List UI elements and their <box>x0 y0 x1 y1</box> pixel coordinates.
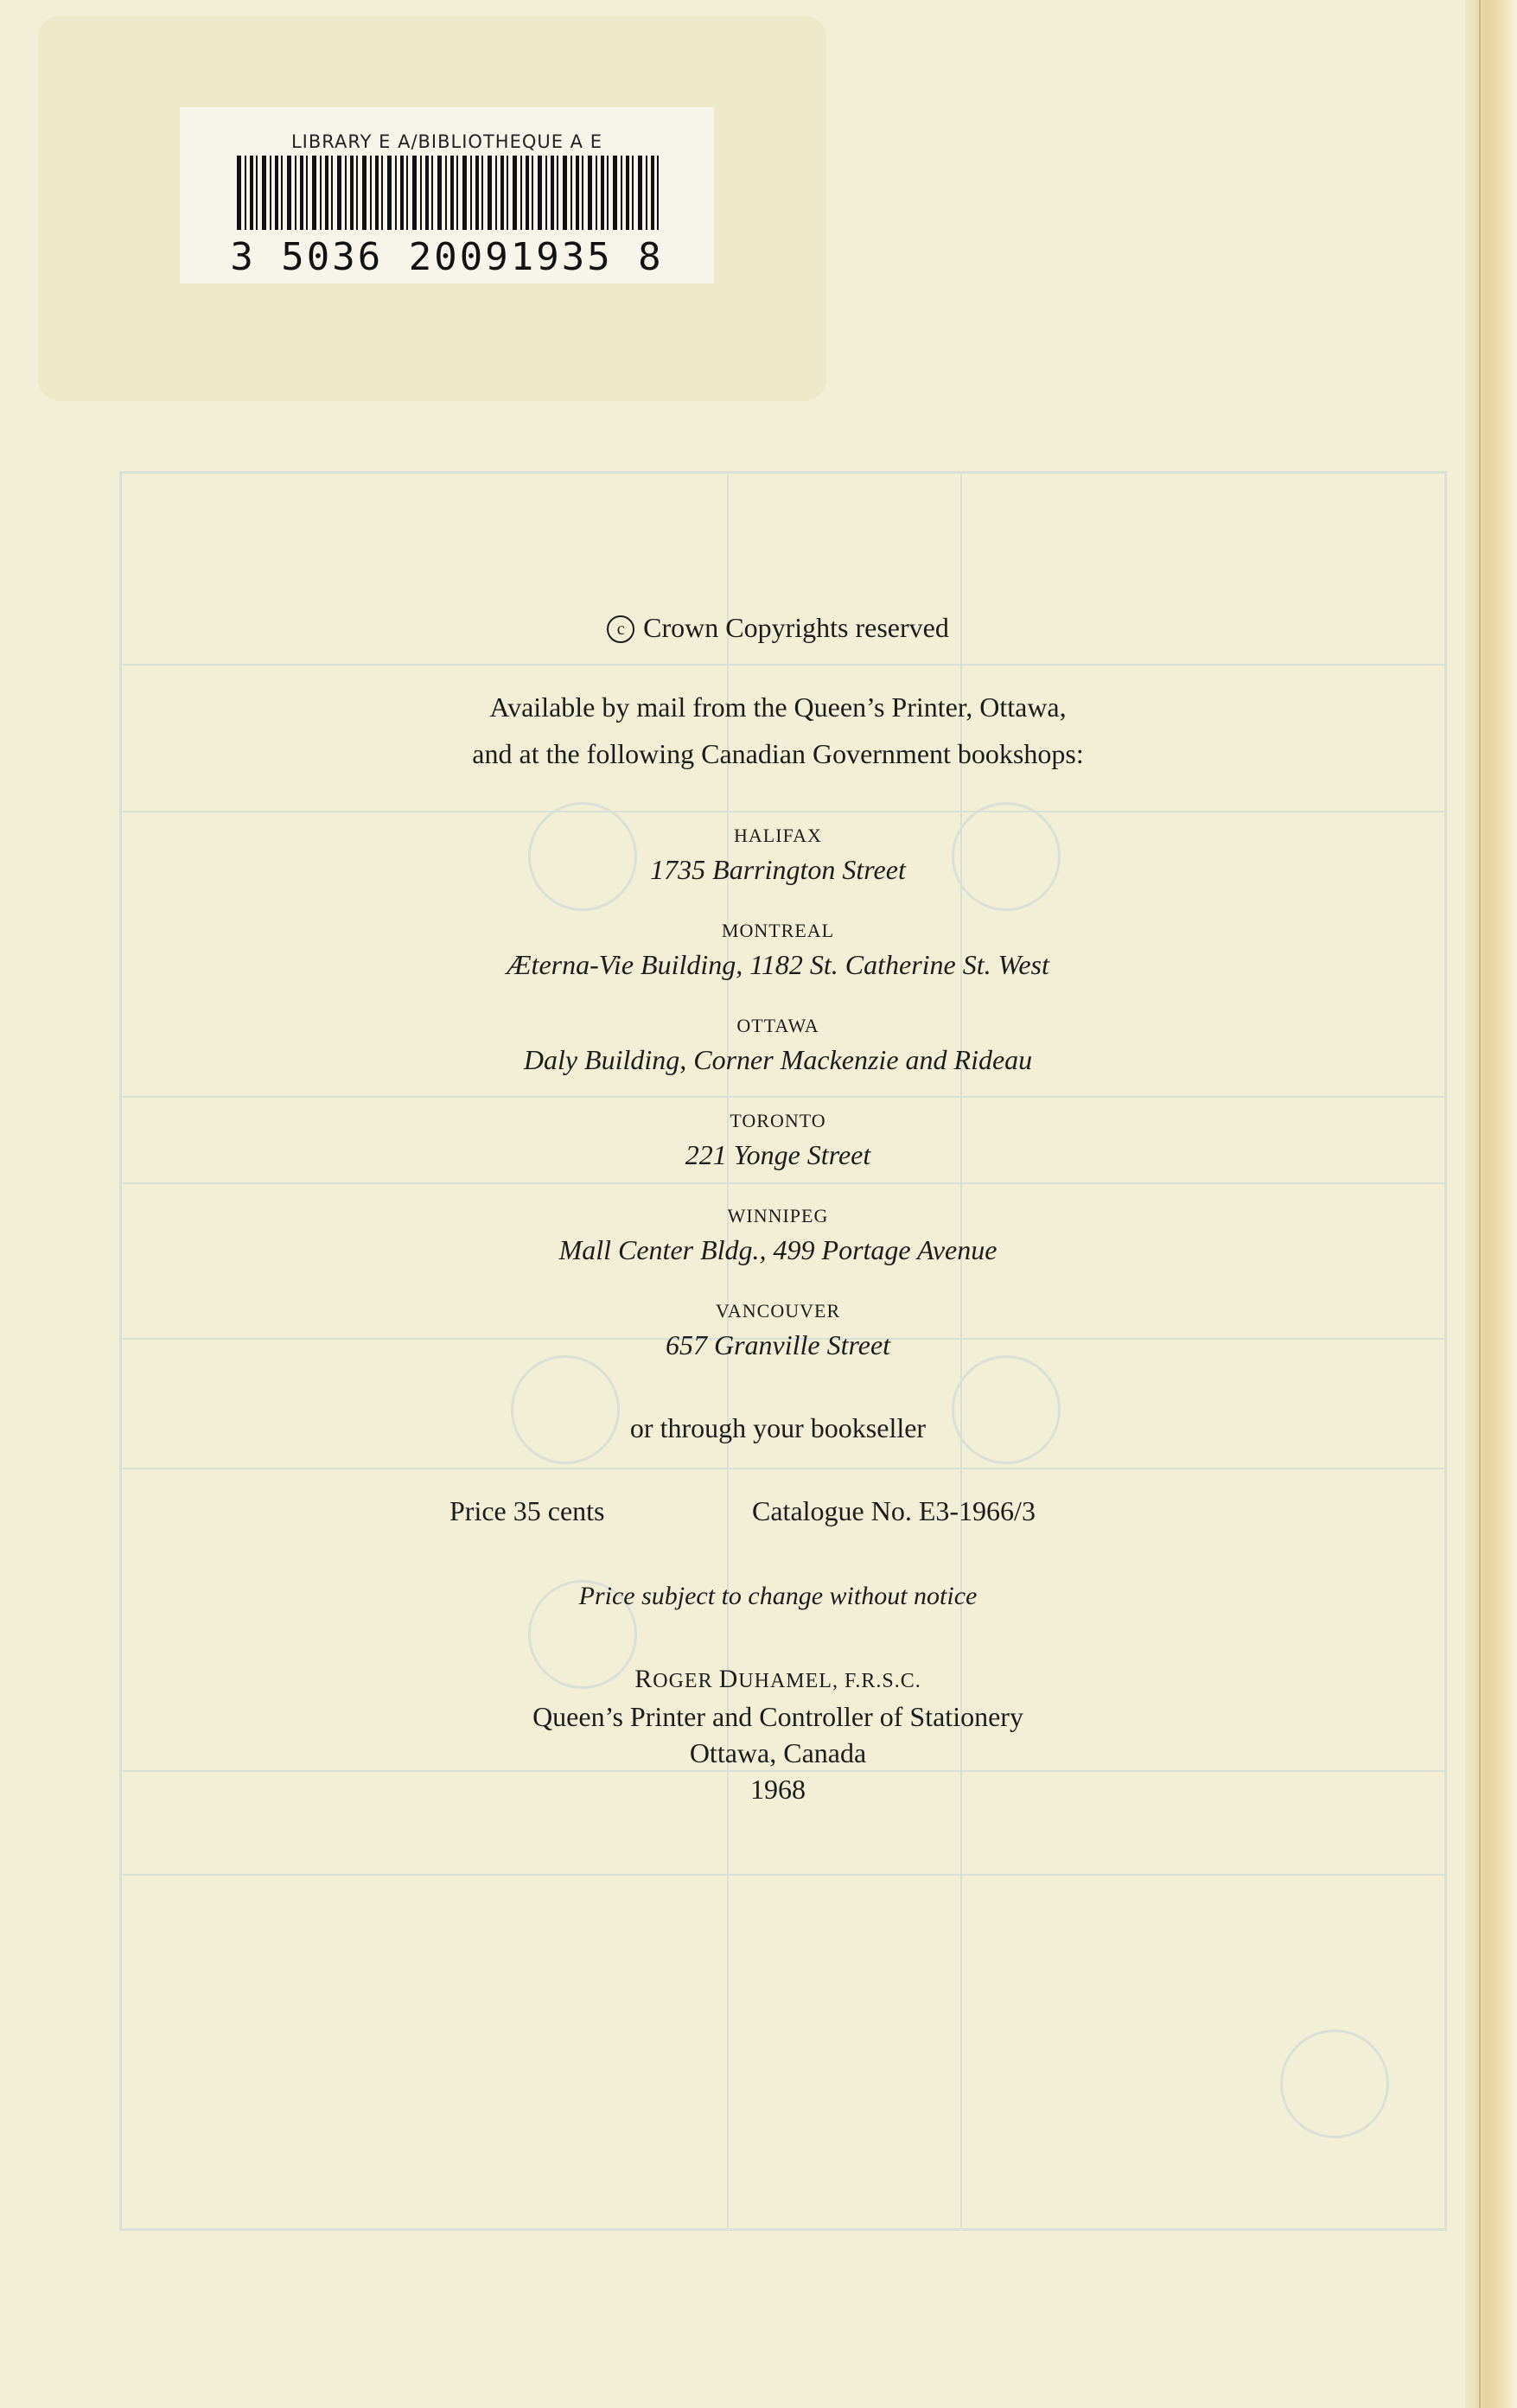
bookseller-note: or through your bookseller <box>629 1412 927 1443</box>
barcode-number: 3 5036 20091935 8 <box>230 235 664 279</box>
price-note: Price subject to change without notice <box>578 1582 978 1610</box>
copyright-icon: c <box>607 615 634 643</box>
printer-name-initial: D <box>718 1665 739 1693</box>
copyright-text: Crown Copyrights reserved <box>643 612 949 643</box>
page-edge-line <box>1479 0 1481 2408</box>
bookshop-address: Daly Building, Corner Mackenzie and Rideau <box>523 1044 1033 1075</box>
bookshop-address: 221 Yonge Street <box>685 1139 871 1170</box>
bookshop-city: OTTAWA <box>736 1015 819 1036</box>
bookshop-city: MONTREAL <box>721 920 835 941</box>
bookshop-city: WINNIPEG <box>727 1205 829 1226</box>
bookshop-city: VANCOUVER <box>715 1300 841 1322</box>
printer-name-initial: R <box>634 1665 653 1693</box>
copyright-line <box>303 612 1253 644</box>
printer-place: Ottawa, Canada <box>689 1737 867 1768</box>
barcode-bars <box>237 156 660 230</box>
availability-line-2: and at the following Canadian Government bookshops: <box>472 738 1084 769</box>
page-edge <box>1465 0 1517 2408</box>
bookshop-address: Mall Center Bldg., 499 Portage Avenue <box>558 1234 998 1265</box>
printer-name <box>303 1665 1253 1694</box>
barcode-sticker <box>38 16 826 401</box>
bookshop-city: HALIFAX <box>734 825 822 846</box>
bookshop-address: Æterna-Vie Building, 1182 St. Catherine St. West <box>507 949 1049 980</box>
bookshop-city: TORONTO <box>730 1110 826 1131</box>
printer-year: 1968 <box>750 1774 806 1805</box>
bookshop-address: 1735 Barrington Street <box>650 854 906 885</box>
bookshop-address: 657 Granville Street <box>665 1329 891 1360</box>
price-catalogue-row <box>303 1495 1253 1538</box>
printer-title: Queen’s Printer and Controller of Stationery <box>532 1701 1023 1732</box>
availability-line-1: Available by mail from the Queen’s Printer, Ottawa, <box>489 691 1067 723</box>
catalogue-number: Catalogue No. E3-1966/3 <box>752 1495 1036 1526</box>
price-text: Price 35 cents <box>449 1495 605 1526</box>
printer-name-part: OGER <box>653 1670 719 1692</box>
barcode-caption: LIBRARY E A/BIBLIOTHEQUE A E <box>290 131 602 152</box>
barcode-label <box>180 107 714 283</box>
printer-name-part: UHAMEL, F.R.S.C. <box>738 1670 921 1692</box>
